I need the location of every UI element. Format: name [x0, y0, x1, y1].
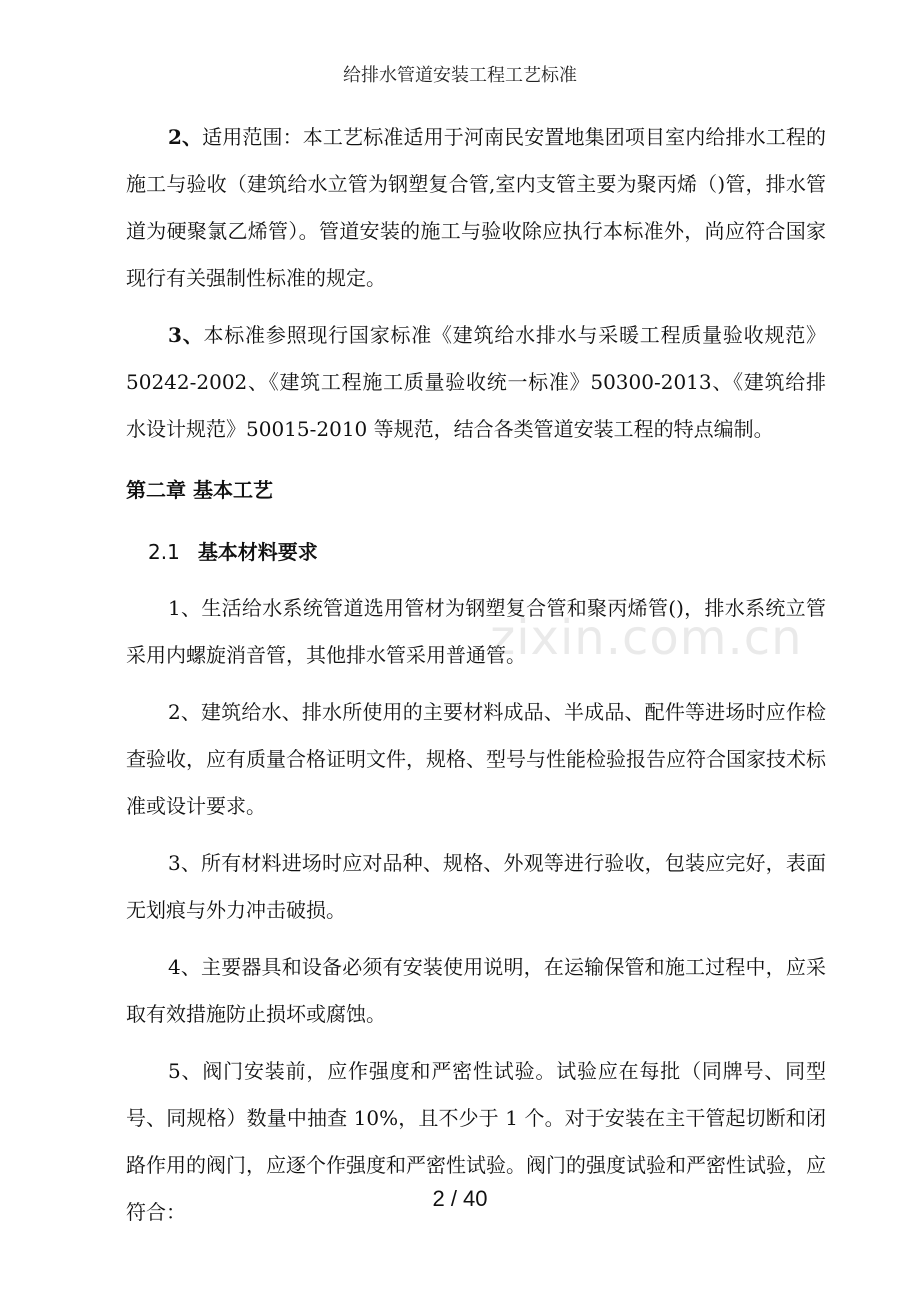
chapter-heading: 第二章 基本工艺 [126, 478, 273, 502]
paragraph-text: 本标准参照现行国家标准《建筑给水排水与采暖工程质量验收规范》50242-2002、《建筑工程施工质量验收统一标准》50300-2013、《建筑给排水设计规范》50015-2010 等规范，结合各类管道安装工程的特点编制。 [126, 323, 827, 441]
paragraph-item-1: 1、生活给水系统管道选用管材为钢塑复合管和聚丙烯管()，排水系统立管采用内螺旋消音管，其他排水管采用普通管。 [126, 596, 826, 667]
page-header-title: 给排水管道安装工程工艺标准 [343, 65, 577, 86]
watermark: zixin.com.cn [490, 610, 803, 666]
page-number: 2 / 40 [432, 1186, 488, 1211]
paragraph-number: 3、 [168, 323, 204, 347]
paragraph-references [126, 312, 826, 453]
section-heading [126, 527, 826, 577]
paragraph-item-2: 2、建筑给水、排水所使用的主要材料成品、半成品、配件等进场时应作检查验收，应有质量合格证明文件，规格、型号与性能检验报告应符合国家技术标准或设计要求。 [126, 700, 826, 818]
paragraph-scope [126, 114, 826, 302]
paragraph-item-5: 5、阀门安装前，应作强度和严密性试验。试验应在每批（同牌号、同型号、同规格）数量中抽查 10%，且不少于 1 个。对于安装在主干管起切断和闭路作用的阀门，应逐个作强度和严密性试验。阀门的强度试验和严密性试验，应符合： [126, 1059, 826, 1224]
document-body [126, 114, 826, 1246]
section-title: 基本材料要求 [197, 540, 318, 564]
paragraph-item-4: 4、主要器具和设备必须有安装使用说明，在运输保管和施工过程中，应采取有效措施防止损坏或腐蚀。 [126, 955, 826, 1026]
paragraph-number: 2、 [168, 125, 203, 149]
paragraph-item-3: 3、所有材料进场时应对品种、规格、外观等进行验收，包装应完好，表面无划痕与外力冲击破损。 [126, 851, 826, 922]
section-number: 2.1 [148, 540, 180, 564]
paragraph-text: 适用范围：本工艺标准适用于河南民安置地集团项目室内给排水工程的施工与验收（建筑给水立管为钢塑复合管,室内支管主要为聚丙烯（)管，排水管道为硬聚氯乙烯管）。管道安装的施工与验收除应执行本标准外，尚应符合国家现行有关强制性标准的规定。 [126, 125, 826, 290]
